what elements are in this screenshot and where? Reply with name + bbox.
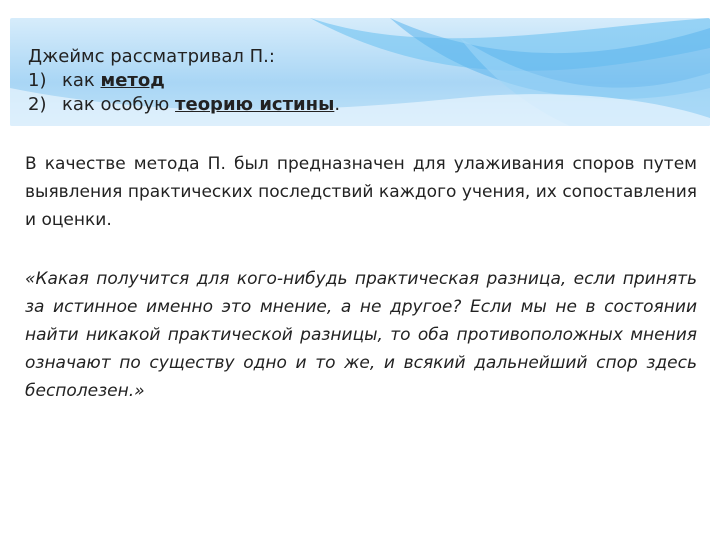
list-item-truth-theory bbox=[28, 93, 340, 117]
list-item-tail: . bbox=[334, 94, 341, 115]
list-number: 2) bbox=[28, 94, 47, 115]
list-item-text: как bbox=[62, 70, 101, 91]
header-banner bbox=[10, 18, 710, 126]
list-item-method bbox=[28, 69, 340, 93]
list-item-emphasis: теорию истины bbox=[175, 94, 335, 115]
header-text bbox=[28, 45, 340, 117]
list-item-emphasis: метод bbox=[100, 70, 165, 91]
list-item-text: как особую bbox=[62, 94, 176, 115]
list-number: 1) bbox=[28, 70, 47, 91]
header-intro: Джеймс рассматривал П.: bbox=[28, 46, 275, 67]
method-paragraph: В качестве метода П. был предназначен для улаживания споров путем выявления практических последствий каждого учения, их сопоставления и оценки. bbox=[25, 154, 697, 230]
quote-paragraph: «Какая получится для кого-нибудь практическая разница, если принять за истинное именно это мнение, а не другое? Если мы не в состоянии найти никакой практической разницы, то оба противоположных мнения означают по существу одно и то же, и всякий дальнейший спор здесь бесполезен.» bbox=[25, 269, 697, 401]
